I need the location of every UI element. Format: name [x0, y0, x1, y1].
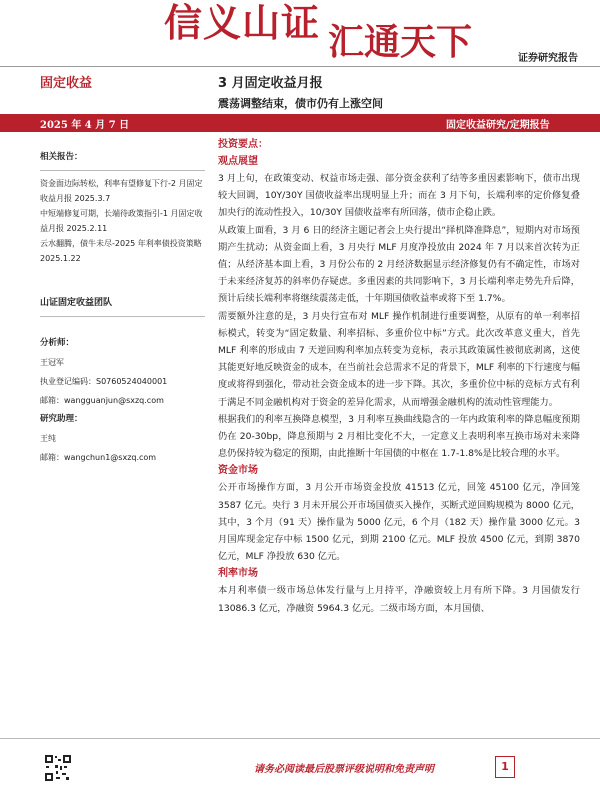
rate-market-heading: 利率市场	[218, 568, 258, 580]
disclaimer-notice: 请务必阅读最后股票评级说明和免责声明	[254, 764, 434, 775]
banner-slogan-right: 汇通天下	[328, 21, 473, 63]
main-content	[218, 136, 580, 617]
report-subtitle: 震荡调整结束，债市仍有上涨空间	[218, 97, 383, 110]
header-banner	[150, 0, 473, 63]
analyst-name: 王冠军	[40, 358, 64, 367]
team-name: 山证固定收益团队	[40, 298, 113, 308]
report-type-label: 证券研究报告	[518, 53, 578, 64]
assistant-name: 王纯	[40, 434, 56, 443]
sidebar-divider	[40, 316, 205, 317]
section-label: 固定收益	[40, 76, 93, 91]
key-points-heading: 投资要点：	[218, 139, 268, 150]
paragraph: 本月利率债一级市场总体发行量与上月持平，净融资较上月有所下降。3 月国债发行 13086.3 亿元，净融资 5964.3 亿元。二级市场方面，本月国债、	[218, 585, 580, 614]
related-report-link[interactable]: 云水翻腾，债牛未尽-2025 年利率债投资策略 2025.1.22	[40, 239, 202, 263]
paragraph: 公开市场操作方面，3 月公开市场资金投放 41513 亿元，回笼 45100 亿元，净回笼 3587 亿元。央行 3 月未开展公开市场国债买入操作，买断式逆回购规模为 8000 亿元，其中，3 个月（91 天）操作量为 5000 亿元，6 个月（182 天）操作量 3000 亿元。3 月国库现金定存中标 1500 亿元，到期 2100 亿元。MLF 投放 4500 亿元，到期 3870 亿元，MLF 净投放 630 亿元。	[218, 482, 580, 563]
related-reports-label: 相关报告：	[40, 152, 83, 162]
paragraph: 需要额外注意的是，3 月央行宣布对 MLF 操作机制进行重要调整，从原有的单一利率招标模式，转变为“固定数量、利率招标、多重价位中标”方式。此次改革意义重大，首先 MLF 利率的形成由 7 天逆回购利率加点转变为竞标，表示其政策属性被彻底剥离，这使其能更好地反映资金的成本，在当前社会总需求不足的背景下，MLF 利率的下行速度与幅度或将得到强化，带动社会资金成本的进一步下降。其次，多重价位中标的竞标方式有利于满足不同金融机构对于资金的差异化需求，从而增强金融机构的流动性管理能力。	[218, 310, 580, 408]
related-report-link[interactable]: 资金面边际转松，利率有望修复下行-2 月固定收益月报 2025.3.7	[40, 179, 203, 203]
header-divider	[0, 66, 600, 67]
analyst-email[interactable]: 邮箱：wangguanjun@sxzq.com	[40, 396, 164, 405]
qr-code-icon	[44, 754, 72, 782]
assistant-email[interactable]: 邮箱：wangchun1@sxzq.com	[40, 453, 157, 462]
paragraph: 从政策上面看，3 月 6 日的经济主题记者会上央行提出“择机降准降息”，短期内对市场预期产生扰动；从资金面上看，3 月央行 MLF 月度净投放由 2024 年 7 月以来首次转为正值；从经济基本面上看，3 月份公布的 2 月经济数据显示经济修复仍有不确定性，市场对于未来经济复苏的斜率仍存疑虑。多重因素的共同影响下，3 月长端利率走势先升后降，预计后续长端利率将继续震荡走低，十年期国债收益率或将下至 1.7%。	[218, 224, 580, 305]
page-number: 1	[495, 756, 515, 778]
banner-slogan-left: 信义山证	[164, 0, 321, 45]
related-report-link[interactable]: 中短端修复可期，长端待政策指引-1 月固定收益月报 2025.2.11	[40, 209, 203, 233]
money-market-heading: 资金市场	[218, 465, 258, 477]
report-title: 3 月固定收益月报	[218, 76, 323, 91]
paragraph: 3 月上旬，在政策变动、权益市场走强、部分资金获利了结等多重因素影响下，债市出现较大回调，10Y/30Y 国债收益率出现明显上升；而在 3 月下旬，长端利率的定价修复叠加央行的流动性投入，10/30Y 国债收益率有所回落，债市企稳止跌。	[218, 173, 580, 219]
sidebar	[40, 150, 205, 465]
sidebar-divider	[40, 170, 205, 171]
analyst-label: 分析师：	[40, 338, 75, 348]
footer-divider	[0, 738, 600, 739]
outlook-heading: 观点展望	[218, 156, 258, 167]
analyst-license: 执业登记编码：S0760524040001	[40, 377, 168, 386]
paragraph: 根据我们的利率互换降息模型，3 月利率互换曲线隐含的一年内政策利率的降息幅度预期仍在 20-30bp，降息预期与 2 月相比变化不大，一定意义上表明利率互换市场对未来降息仍保持较为稳定的预期，由此推断十年国债的中枢在 1.7-1.8%是比较合理的水平。	[218, 413, 580, 460]
report-date: 2025 年 4 月 7 日	[40, 120, 130, 131]
report-category: 固定收益研究/定期报告	[446, 120, 550, 131]
assistant-label: 研究助理：	[40, 414, 83, 424]
